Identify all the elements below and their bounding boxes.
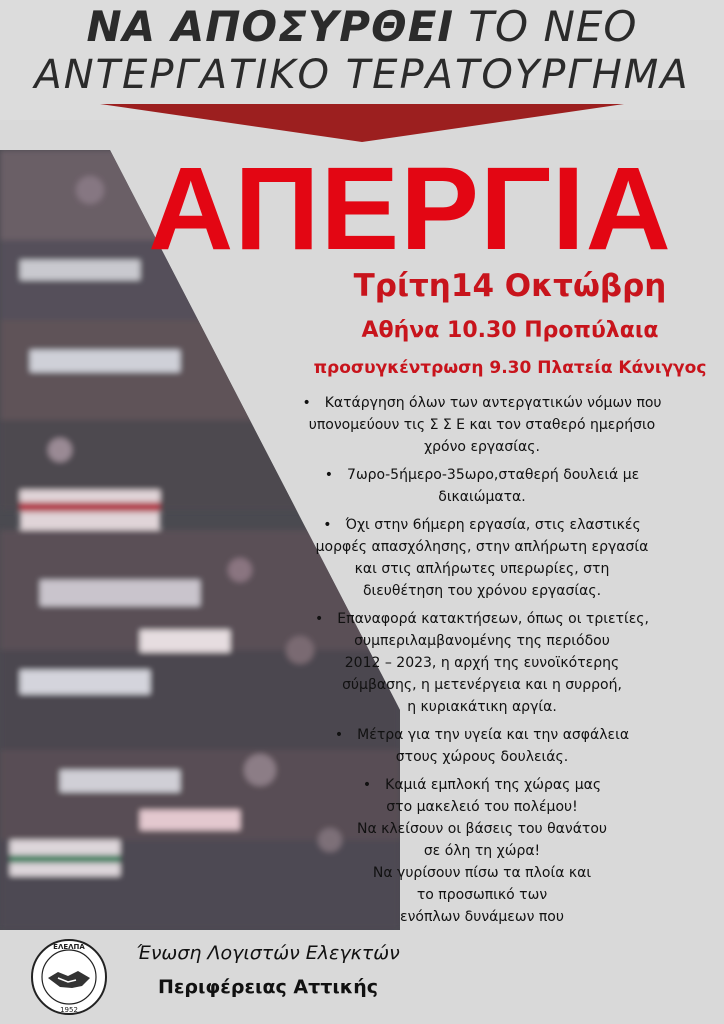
- demand-item: [252, 608, 712, 718]
- demand-item: [252, 392, 712, 458]
- bullet-icon: •: [324, 467, 334, 483]
- demands-list: [252, 392, 712, 972]
- demand-text: μορφές απασχόλησης, στην απλήρωτη εργασία: [315, 539, 649, 555]
- demand-line: [252, 392, 712, 414]
- demand-text: χρόνο εργασίας.: [424, 439, 540, 455]
- demand-line: [252, 514, 712, 536]
- bullet-icon: •: [323, 517, 332, 533]
- strike-place: Αθήνα 10.30 Προπύλαια: [361, 318, 659, 343]
- demand-text: Να γυρίσουν πίσω τα πλοία και: [372, 865, 592, 881]
- headline-line-1: [0, 2, 724, 51]
- headline-bold-part: ΝΑ ΑΠΟΣΥΡΘΕΙ: [86, 2, 455, 51]
- demand-text: Μέτρα για την υγεία και την ασφάλεια: [357, 727, 630, 743]
- strike-heading: ΑΠΕΡΓΙΑ: [148, 143, 672, 275]
- demand-text: και στις απλήρωτες υπερωρίες, στη: [354, 561, 610, 577]
- demand-line: [252, 608, 712, 630]
- demand-text: 7ωρο-5ήμερο-35ωρο,σταθερή δουλειά με: [347, 467, 640, 483]
- demand-text: Καμιά εμπλοκή της χώρας μας: [385, 777, 602, 793]
- header-banner: [0, 0, 724, 120]
- bullet-icon: •: [315, 611, 324, 627]
- union-logo-icon: [30, 938, 108, 1016]
- demand-item: [252, 724, 712, 768]
- demand-text: υπονομεύουν τις Σ Σ Ε και τον σταθερό ημερήσιο: [308, 417, 656, 433]
- demand-text: σύμβασης, η μετενέργεια και η συρροή,: [342, 677, 622, 693]
- headline-line-2: ΑΝΤΕΡΓΑΤΙΚΟ ΤΕΡΑΤΟΥΡΓΗΜΑ: [34, 52, 690, 98]
- logo-top-text: ΕΛΕΛΠΑ: [53, 943, 85, 951]
- bullet-icon: •: [334, 727, 344, 743]
- demand-text: σε όλη τη χώρα!: [423, 843, 541, 859]
- demand-text: ενόπλων δυνάμεων που: [400, 909, 564, 925]
- strike-gathering: προσυγκέντρωση 9.30 Πλατεία Κάνιγγος: [313, 358, 707, 378]
- demand-text: 2012 – 2023, η αρχή της ευνοϊκότερης: [344, 655, 620, 671]
- demand-text: Να κλείσουν οι βάσεις του θανάτου: [356, 821, 608, 837]
- demand-text: συμπεριλαμβανομένης της περιόδου: [354, 633, 610, 649]
- demand-text: Όχι στην 6ήμερη εργασία, στις ελαστικές: [345, 517, 641, 533]
- demand-item: [252, 464, 712, 508]
- demand-line: [252, 774, 712, 796]
- org-name-line-1: Ένωση Λογιστών Ελεγκτών: [136, 942, 400, 964]
- strike-date: Τρίτη14 Οκτώβρη: [353, 268, 667, 304]
- logo-year-text: 1952: [60, 1006, 78, 1014]
- demand-line: [252, 724, 712, 746]
- demand-text: το προσωπικό των: [416, 887, 548, 903]
- demand-item: [252, 514, 712, 602]
- demand-text: διευθέτηση του χρόνου εργασίας.: [362, 583, 602, 599]
- demand-text: Κατάργηση όλων των αντεργατικών νόμων που: [324, 395, 662, 411]
- demand-text: στους χώρους δουλειάς.: [395, 749, 569, 765]
- headline-thin-part: ΤΟ ΝΕΟ: [468, 2, 638, 51]
- org-name-line-2: Περιφέρειας Αττικής: [157, 976, 379, 998]
- demand-line: [252, 464, 712, 486]
- bullet-icon: •: [362, 777, 372, 793]
- demand-text: δικαιώματα.: [438, 489, 526, 505]
- bullet-icon: •: [302, 395, 311, 411]
- down-arrow-banner: [100, 104, 624, 142]
- demand-text: Επαναφορά κατακτήσεων, όπως οι τριετίες,: [337, 611, 649, 627]
- demand-text: η κυριακάτικη αργία.: [407, 699, 557, 715]
- demand-text: στο μακελειό του πολέμου!: [386, 799, 578, 815]
